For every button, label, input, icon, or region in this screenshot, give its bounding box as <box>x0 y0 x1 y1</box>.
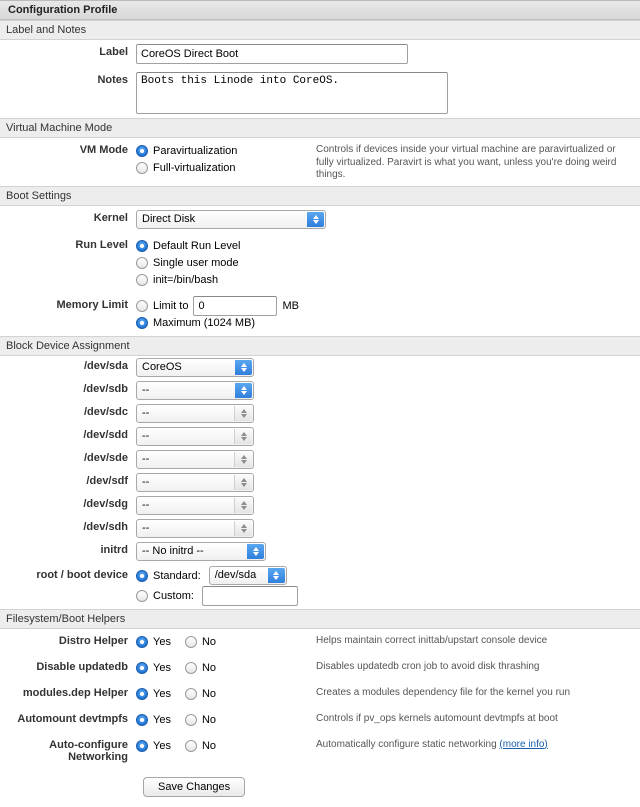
modules-dep-helper-no[interactable] <box>185 686 216 702</box>
dev-sde-select[interactable] <box>136 450 254 469</box>
dev-sdd-label: /dev/sdd <box>83 428 128 441</box>
automount-devtmpfs-yes[interactable] <box>136 712 171 728</box>
chevron-updown-icon[interactable] <box>234 452 252 467</box>
radio-icon-init-bin-bash[interactable] <box>136 274 148 286</box>
row-dev-sdf <box>0 471 640 494</box>
dev-sda-value: CoreOS <box>142 360 182 373</box>
radio-icon-automount-devtmpfs-yes[interactable] <box>136 714 148 726</box>
run-level-option-default[interactable] <box>136 238 240 254</box>
chevron-updown-icon[interactable] <box>268 568 285 583</box>
automount-devtmpfs-label: Automount devtmpfs <box>17 712 128 725</box>
disable-updatedb-no[interactable] <box>185 660 216 676</box>
vm-mode-option-full-virtualization[interactable] <box>136 160 302 176</box>
auto-configure-networking-hint <box>316 737 548 752</box>
row-dev-sdd <box>0 425 640 448</box>
run-level-option-single-user[interactable] <box>136 255 240 271</box>
run-level-option-init-bash-label: init=/bin/bash <box>153 273 219 286</box>
chevron-updown-icon[interactable] <box>234 429 252 444</box>
auto-configure-networking-yes-label: Yes <box>153 739 171 752</box>
memory-limit-limit-to-label: Limit to <box>153 299 189 312</box>
automount-devtmpfs-no[interactable] <box>185 712 216 728</box>
memory-limit-input[interactable] <box>193 296 277 316</box>
root-device-custom-label: Custom: <box>153 589 194 602</box>
vm-mode-option-paravirtualization-label: Paravirtualization <box>153 145 238 157</box>
row-memory-limit <box>0 293 640 336</box>
page-title: Configuration Profile <box>0 0 640 20</box>
row-modules-dep-helper <box>0 681 640 707</box>
chevron-updown-icon[interactable] <box>247 544 264 559</box>
memory-limit-maximum-label: Maximum (1024 MB) <box>153 316 256 329</box>
dev-sdc-select[interactable] <box>136 404 254 423</box>
root-boot-device-label: root / boot device <box>36 568 128 581</box>
dev-sdf-label: /dev/sdf <box>86 474 128 487</box>
row-kernel <box>0 206 640 233</box>
root-device-option-standard[interactable] <box>136 568 298 584</box>
vm-mode-field-label: VM Mode <box>79 144 128 156</box>
dev-sdh-label: /dev/sdh <box>83 520 128 533</box>
footer <box>0 767 640 807</box>
memory-limit-unit-label: MB <box>282 299 299 312</box>
row-dev-sda <box>0 356 640 379</box>
dev-sdd-value: -- <box>142 429 150 442</box>
radio-icon-disable-updatedb-no[interactable] <box>185 662 197 674</box>
radio-icon-maximum[interactable] <box>136 317 148 329</box>
dev-sdb-select[interactable] <box>136 381 254 400</box>
radio-icon-standard[interactable] <box>136 570 148 582</box>
section-header-boot-settings: Boot Settings <box>0 186 640 206</box>
root-device-option-custom[interactable] <box>136 588 298 604</box>
vm-mode-hint: Controls if devices inside your virtual machine are paravirtualized or fully virtualized. Paravirt is what you want, unless you're doing weird things. <box>316 144 617 180</box>
root-device-standard-label: Standard: <box>153 569 201 582</box>
radio-icon-limit-to[interactable] <box>136 300 148 312</box>
disable-updatedb-yes-label: Yes <box>153 661 171 674</box>
automount-devtmpfs-no-label: No <box>201 713 217 726</box>
dev-sdg-value: -- <box>142 498 150 511</box>
row-notes <box>0 68 640 118</box>
more-info-link[interactable]: (more info) <box>499 738 548 750</box>
chevron-updown-icon[interactable] <box>234 406 252 421</box>
disable-updatedb-label: Disable updatedb <box>36 660 128 673</box>
auto-configure-networking-no[interactable] <box>185 738 216 754</box>
run-level-option-single-user-label: Single user mode <box>153 256 239 269</box>
row-dev-sde <box>0 448 640 471</box>
automount-devtmpfs-hint: Controls if pv_ops kernels automount devtmpfs at boot <box>316 712 558 724</box>
section-header-label-and-notes: Label and Notes <box>0 20 640 40</box>
initrd-value: -- No initrd -- <box>142 544 204 557</box>
distro-helper-yes[interactable] <box>136 634 171 650</box>
kernel-select-value: Direct Disk <box>142 212 196 225</box>
row-root-boot-device <box>0 563 640 609</box>
dev-sde-label: /dev/sde <box>83 451 128 464</box>
radio-icon-auto-networking-yes[interactable] <box>136 740 148 752</box>
row-dev-sdh <box>0 517 640 540</box>
radio-icon-paravirtualization[interactable] <box>136 145 148 157</box>
root-device-standard-value: /dev/sda <box>214 569 257 581</box>
dev-sdh-select[interactable] <box>136 519 254 538</box>
radio-icon-distro-helper-no[interactable] <box>185 636 197 648</box>
initrd-select[interactable] <box>136 542 266 561</box>
chevron-updown-icon[interactable] <box>234 521 252 536</box>
modules-dep-helper-yes[interactable] <box>136 686 171 702</box>
label-field-label: Label <box>99 46 128 58</box>
section-header-block-device-assignment: Block Device Assignment <box>0 336 640 356</box>
dev-sdc-value: -- <box>142 406 150 419</box>
modules-dep-helper-label: modules.dep Helper <box>22 686 128 699</box>
distro-helper-yes-label: Yes <box>153 635 171 648</box>
distro-helper-no[interactable] <box>185 634 216 650</box>
modules-dep-helper-yes-label: Yes <box>153 687 171 700</box>
disable-updatedb-no-label: No <box>201 661 217 674</box>
chevron-updown-icon[interactable] <box>307 212 324 227</box>
memory-limit-option-limit-to[interactable] <box>136 298 299 314</box>
dev-sdf-value: -- <box>142 475 150 488</box>
vm-mode-option-full-virtualization-label: Full-virtualization <box>153 162 236 174</box>
radio-icon-custom[interactable] <box>136 590 148 602</box>
disable-updatedb-hint: Disables updatedb cron job to avoid disk thrashing <box>316 660 540 672</box>
notes-textarea[interactable] <box>136 72 448 114</box>
radio-icon-single-user-mode[interactable] <box>136 257 148 269</box>
dev-sde-value: -- <box>142 452 150 465</box>
chevron-updown-icon[interactable] <box>234 498 252 513</box>
kernel-select[interactable] <box>136 210 326 229</box>
row-run-level <box>0 233 640 293</box>
notes-field-label: Notes <box>97 74 128 86</box>
run-level-field-label: Run Level <box>75 238 128 251</box>
vm-mode-option-paravirtualization[interactable] <box>136 143 302 159</box>
row-initrd <box>0 540 640 563</box>
initrd-label: initrd <box>100 543 128 556</box>
run-level-option-init-bash[interactable] <box>136 272 240 288</box>
chevron-updown-icon[interactable] <box>235 360 252 375</box>
radio-icon-modules-dep-yes[interactable] <box>136 688 148 700</box>
dev-sdb-value: -- <box>142 383 150 396</box>
dev-sdg-select[interactable] <box>136 496 254 515</box>
dev-sdf-select[interactable] <box>136 473 254 492</box>
row-dev-sdc <box>0 402 640 425</box>
section-header-virtual-machine-mode: Virtual Machine Mode <box>0 118 640 138</box>
chevron-updown-icon[interactable] <box>234 475 252 490</box>
auto-configure-networking-hint-text: Automatically configure static networking <box>316 738 500 750</box>
modules-dep-helper-no-label: No <box>201 687 217 700</box>
radio-icon-default-run-level[interactable] <box>136 240 148 252</box>
auto-configure-networking-no-label: No <box>201 739 217 752</box>
dev-sdc-label: /dev/sdc <box>83 405 128 418</box>
dev-sdd-select[interactable] <box>136 427 254 446</box>
section-header-filesystem-boot-helpers: Filesystem/Boot Helpers <box>0 609 640 629</box>
distro-helper-hint: Helps maintain correct inittab/upstart console device <box>316 634 548 646</box>
row-vm-mode <box>0 138 640 186</box>
radio-icon-modules-dep-no[interactable] <box>185 688 197 700</box>
row-disable-updatedb <box>0 655 640 681</box>
chevron-updown-icon[interactable] <box>235 383 252 398</box>
dev-sda-label: /dev/sda <box>83 359 128 372</box>
row-dev-sdb <box>0 379 640 402</box>
radio-icon-distro-helper-yes[interactable] <box>136 636 148 648</box>
root-device-standard-select[interactable] <box>209 566 287 585</box>
memory-limit-option-maximum[interactable] <box>136 315 299 331</box>
radio-icon-automount-devtmpfs-no[interactable] <box>185 714 197 726</box>
distro-helper-no-label: No <box>201 635 217 648</box>
row-label <box>0 40 640 68</box>
row-dev-sdg <box>0 494 640 517</box>
run-level-option-default-label: Default Run Level <box>153 239 241 252</box>
label-input[interactable] <box>136 44 408 64</box>
row-automount-devtmpfs <box>0 707 640 733</box>
distro-helper-label: Distro Helper <box>58 634 128 647</box>
radio-icon-disable-updatedb-yes[interactable] <box>136 662 148 674</box>
kernel-field-label: Kernel <box>93 211 128 224</box>
row-distro-helper <box>0 629 640 655</box>
radio-icon-auto-networking-no[interactable] <box>185 740 197 752</box>
disable-updatedb-yes[interactable] <box>136 660 171 676</box>
automount-devtmpfs-yes-label: Yes <box>153 713 171 726</box>
dev-sdg-label: /dev/sdg <box>83 497 128 510</box>
save-changes-button[interactable]: Save Changes <box>143 777 245 797</box>
dev-sdb-label: /dev/sdb <box>83 382 128 395</box>
modules-dep-helper-hint: Creates a modules dependency file for the kernel you run <box>316 686 571 698</box>
memory-limit-field-label: Memory Limit <box>56 298 128 311</box>
radio-icon-full-virtualization[interactable] <box>136 162 148 174</box>
dev-sdh-value: -- <box>142 521 150 534</box>
auto-configure-networking-label: Auto-configure Networking <box>49 738 128 763</box>
row-auto-configure-networking <box>0 733 640 767</box>
dev-sda-select[interactable] <box>136 358 254 377</box>
auto-configure-networking-yes[interactable] <box>136 738 171 754</box>
root-device-custom-input[interactable] <box>202 586 298 606</box>
